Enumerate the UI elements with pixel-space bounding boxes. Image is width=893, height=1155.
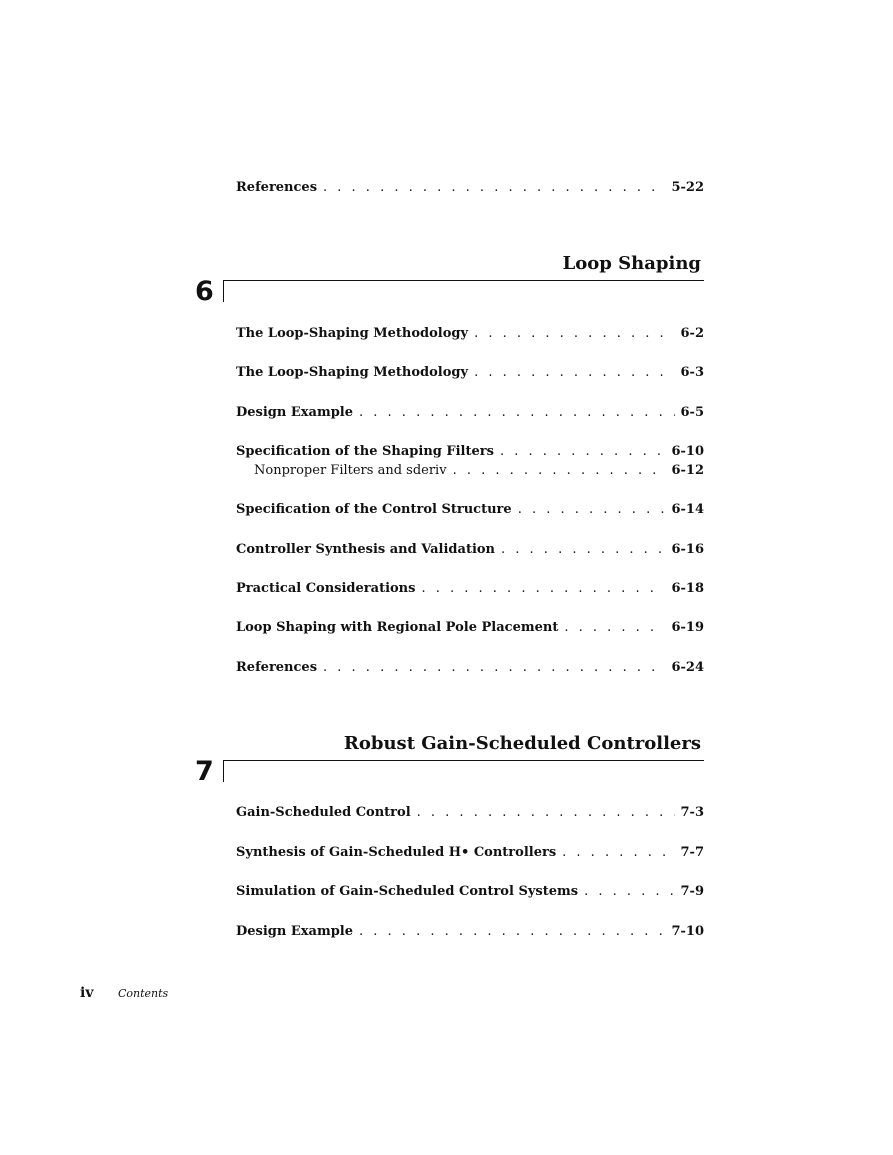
toc-entry[interactable]: [236, 884, 704, 900]
chapter-number: 7: [195, 756, 214, 787]
dot-leader: [474, 365, 674, 381]
toc-entry-page: 6-3: [680, 365, 704, 380]
toc-entry[interactable]: [236, 180, 704, 196]
toc-entry-title: Gain-Scheduled Control: [236, 805, 411, 820]
toc-entry-page: 7-10: [671, 924, 704, 939]
dot-leader: [474, 326, 674, 342]
toc-entry-title: Loop Shaping with Regional Pole Placement: [236, 620, 559, 635]
toc-entry-page: 6-2: [680, 326, 704, 341]
toc-entry[interactable]: [236, 502, 704, 518]
toc-entry-page: 6-24: [671, 660, 704, 675]
toc-entry-page: 7-7: [680, 845, 704, 860]
toc-entry[interactable]: [236, 924, 704, 940]
toc-entry[interactable]: [236, 365, 704, 381]
dot-leader: [359, 405, 674, 421]
toc-entry-title: Specification of the Control Structure: [236, 502, 512, 517]
dot-leader: [453, 463, 666, 479]
chapter-rule-tick: [223, 280, 224, 302]
chapter-title: Robust Gain-Scheduled Controllers: [343, 733, 701, 754]
toc-entry-title: References: [236, 180, 318, 195]
toc-entry[interactable]: [236, 660, 704, 676]
toc-entry-page: 7-3: [680, 805, 704, 820]
toc-entry-title: The Loop-Shaping Methodology: [236, 365, 469, 380]
dot-leader: [564, 620, 665, 636]
dot-leader: [584, 884, 674, 900]
toc-entry[interactable]: [236, 444, 704, 460]
dot-leader: [417, 805, 675, 821]
toc-entry[interactable]: [236, 405, 704, 421]
dot-leader: [323, 180, 665, 196]
dot-leader: [323, 660, 665, 676]
toc-entry-title: Practical Considerations: [236, 581, 416, 596]
dot-leader: [518, 502, 666, 518]
toc-entry-title: Synthesis of Gain-Scheduled H• Controllers: [236, 845, 557, 860]
chapter-rule-tick: [223, 760, 224, 782]
toc-entry-page: 6-18: [671, 581, 704, 596]
toc-entry-page: 6-12: [671, 463, 704, 478]
toc-entry-page: 5-22: [671, 180, 704, 195]
chapter-title: Loop Shaping: [562, 253, 701, 274]
toc-entry-title: Simulation of Gain-Scheduled Control Systems: [236, 884, 579, 899]
toc-entry-title: The Loop-Shaping Methodology: [236, 326, 469, 341]
toc-entry-title: References: [236, 660, 318, 675]
footer-label: Contents: [118, 987, 169, 1000]
dot-leader: [421, 581, 665, 597]
toc-entry-page: 6-10: [671, 444, 704, 459]
toc-entry-page: 6-19: [671, 620, 704, 635]
toc-entry[interactable]: [236, 542, 704, 558]
toc-entry-page: 6-14: [671, 502, 704, 517]
toc-entry[interactable]: [236, 845, 704, 861]
toc-entry-title: Design Example: [236, 924, 354, 939]
footer-page-number: iv: [80, 985, 94, 1001]
toc-entry-title: Specification of the Shaping Filters: [236, 444, 494, 459]
toc-entry-title: Nonproper Filters and sderiv: [254, 463, 447, 478]
chapter-number: 6: [195, 276, 214, 307]
toc-entry-page: 6-5: [680, 405, 704, 420]
dot-leader: [359, 924, 665, 940]
toc-entry[interactable]: [236, 805, 704, 821]
toc-entry[interactable]: [236, 620, 704, 636]
toc-entry[interactable]: [236, 581, 704, 597]
toc-entry-page: 7-9: [680, 884, 704, 899]
toc-entry[interactable]: [236, 326, 704, 342]
chapter-rule: [223, 280, 704, 281]
dot-leader: [562, 845, 674, 861]
dot-leader: [500, 444, 666, 460]
chapter-rule: [223, 760, 704, 761]
toc-entry-title: Controller Synthesis and Validation: [236, 542, 496, 557]
toc-subentry[interactable]: [236, 463, 704, 479]
dot-leader: [501, 542, 665, 558]
toc-entry-page: 6-16: [671, 542, 704, 557]
toc-entry-title: Design Example: [236, 405, 354, 420]
